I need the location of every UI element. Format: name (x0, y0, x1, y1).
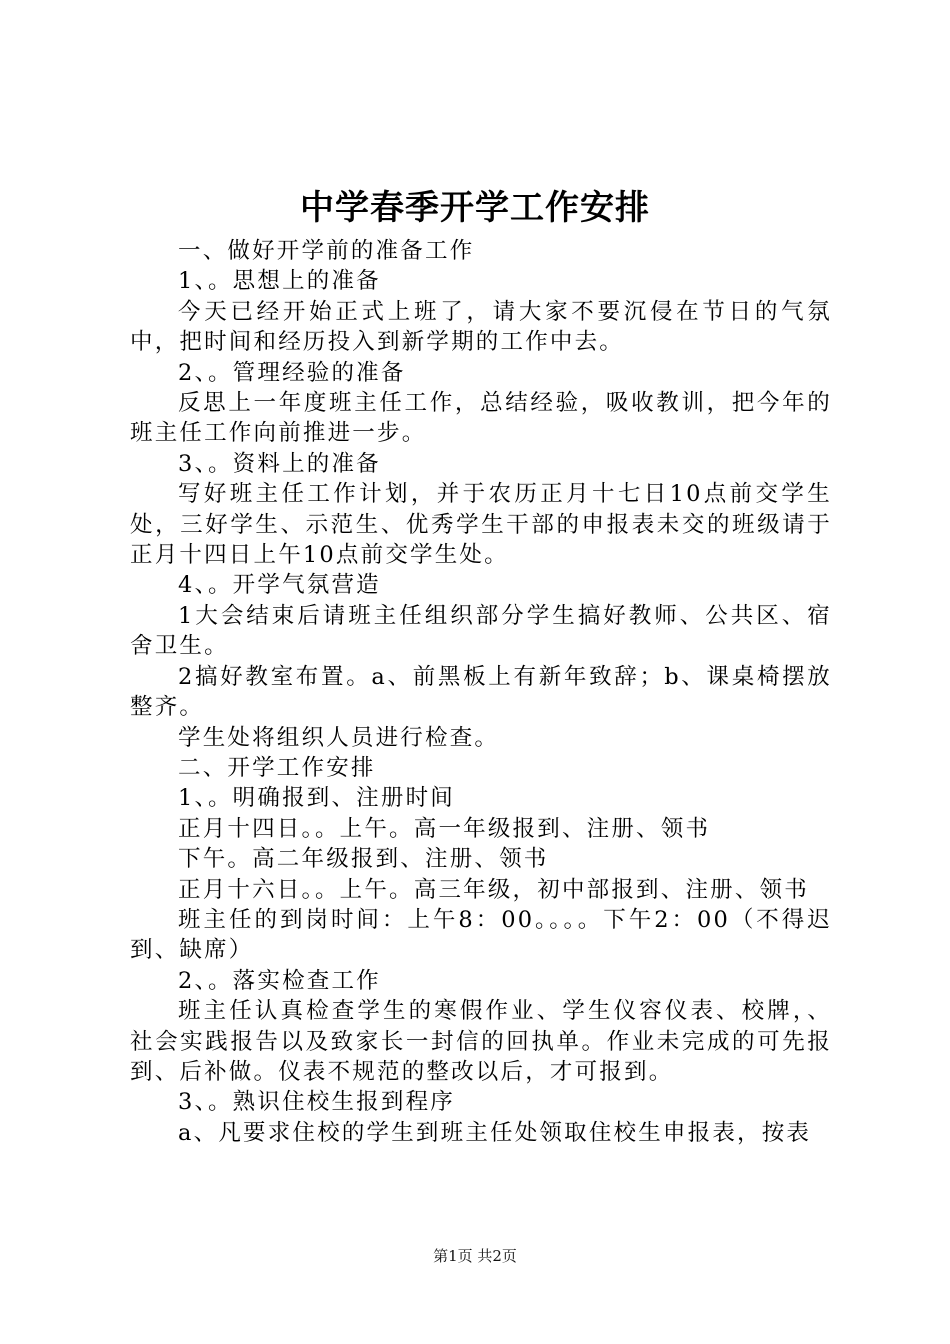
subsection-heading: 1、。明确报到、注册时间 (178, 785, 455, 812)
paragraph: 今天已经开始正式上班了，请大家不要沉侵在节日的气氛中，把时间和经历投入到新学期的工作中去。 (130, 298, 832, 356)
paragraph: 1大会结束后请班主任组织部分学生搞好教师、公共区、宿舍卫生。 (130, 602, 832, 660)
paragraph: 2搞好教室布置。a、前黑板上有新年致辞；b、课桌椅摆放整齐。 (130, 663, 832, 721)
document-body (130, 236, 832, 1148)
page-number-footer: 第1页 共2页 (433, 1247, 517, 1265)
paragraph: 班主任认真检查学生的寒假作业、学生仪容仪表、校牌，、社会实践报告以及致家长一封信的回执单。作业未完成的可先报到、后补做。仪表不规范的整改以后，才可报到。 (130, 998, 832, 1085)
document-title: 中学春季开学工作安排 (300, 188, 650, 228)
paragraph: 正月十四日。。上午。高一年级报到、注册、领书 (178, 815, 711, 842)
paragraph: 反思上一年度班主任工作，总结经验，吸收教训，把今年的班主任工作向前推进一步。 (130, 390, 832, 447)
subsection-heading: 3、。熟识住校生报到程序 (178, 1089, 455, 1116)
subsection-heading: 3、。资料上的准备 (178, 450, 381, 477)
section-heading: 二、开学工作安排 (178, 754, 376, 781)
section-heading: 一、做好开学前的准备工作 (178, 238, 475, 264)
subsection-heading: 2、。管理经验的准备 (178, 359, 406, 386)
paragraph: 学生处将组织人员进行检查。 (178, 724, 500, 751)
subsection-heading: 2、。落实检查工作 (178, 967, 381, 994)
paragraph: 下午。高二年级报到、注册、领书 (178, 846, 549, 873)
subsection-heading: 1、。思想上的准备 (178, 268, 381, 295)
paragraph: 写好班主任工作计划，并于农历正月十七日10点前交学生处，三好学生、示范生、优秀学生干部的申报表未交的班级请于正月十四日上午10点前交学生处。 (130, 481, 832, 569)
paragraph: 正月十六日。。上午。高三年级，初中部报到、注册、领书 (178, 876, 809, 903)
paragraph: a、凡要求住校的学生到班主任处领取住校生申报表，按表 (178, 1119, 812, 1146)
paragraph: 班主任的到岗时间：上午8：00。。。。下午2：00（不得迟到、缺席） (130, 906, 832, 964)
subsection-heading: 4、。开学气氛营造 (178, 572, 381, 599)
